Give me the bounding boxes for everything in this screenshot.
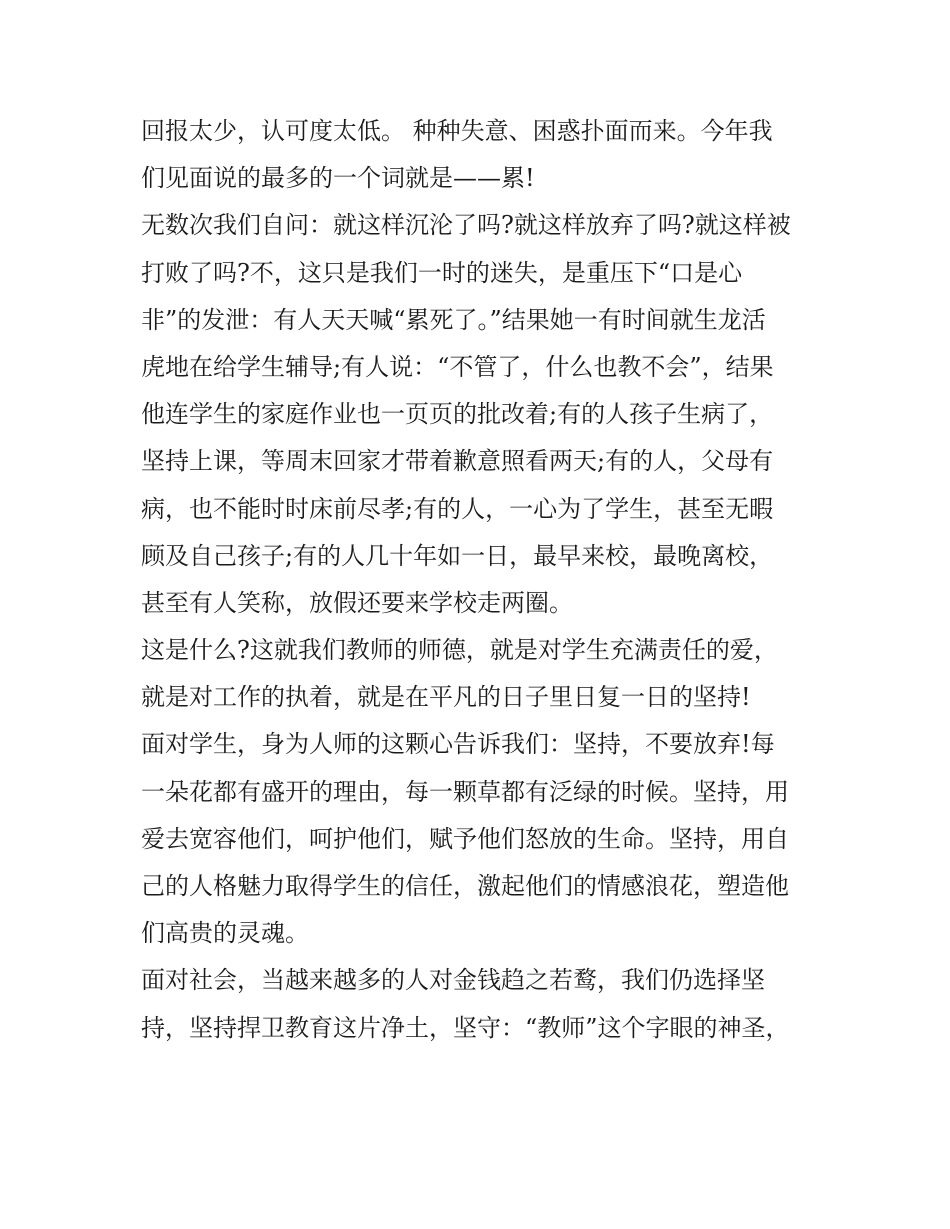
text-line: 们见面说的最多的一个词就是——累!	[141, 164, 535, 193]
text-line: 持，坚持捍卫教育这片净土，坚守：“教师”这个字眼的神圣，	[141, 1013, 790, 1042]
text-line: 他连学生的家庭作业也一页页的批改着;有的人孩子生病了，	[141, 400, 774, 429]
text-line: 回报太少，认可度太低。 种种失意、困惑扑面而来。今年我	[141, 117, 773, 145]
text-line: 顾及自己孩子;有的人几十年如一日，最早来校，最晚离校，	[141, 541, 774, 570]
text-line: 虎地在给学生辅导;有人说：“不管了，什么也教不会”，结果	[141, 352, 774, 381]
text-line: 无数次我们自问：就这样沉沦了吗?就这样放弃了吗?就这样被	[141, 211, 791, 240]
text-line: 打败了吗?不，这只是我们一时的迷失，是重压下“口是心	[141, 258, 743, 287]
text-line: 己的人格魅力取得学生的信任，激起他们的情感浪花，塑造他	[141, 872, 789, 900]
text-line: 这是什么?这就我们教师的师德，就是对学生充满责任的爱，	[141, 636, 778, 665]
text-line: 一朵花都有盛开的理由，每一颗草都有泛绿的时候。坚持，用	[141, 777, 789, 806]
text-line: 就是对工作的执着，就是在平凡的日子里日复一日的坚持!	[141, 683, 751, 712]
text-line: 爱去宽容他们，呵护他们，赋予他们怒放的生命。坚持，用自	[141, 824, 789, 853]
text-line: 们高贵的灵魂。	[141, 919, 309, 948]
text-line: 非”的发泄：有人天天喊“累死了。”结果她一有时间就生龙活	[141, 305, 766, 334]
text-line: 坚持上课，等周末回家才带着歉意照看两天;有的人，父母有	[141, 447, 774, 476]
text-line: 甚至有人笑称，放假还要来学校走两圈。	[141, 588, 573, 617]
text-line: 面对社会，当越来越多的人对金钱趋之若鹜，我们仍选择坚	[141, 966, 765, 995]
body-text	[141, 108, 821, 1052]
text-line: 病，也不能时时床前尽孝;有的人，一心为了学生，甚至无暇	[141, 494, 774, 523]
text-line: 面对学生，身为人师的这颗心告诉我们：坚持，不要放弃!每	[141, 730, 775, 759]
